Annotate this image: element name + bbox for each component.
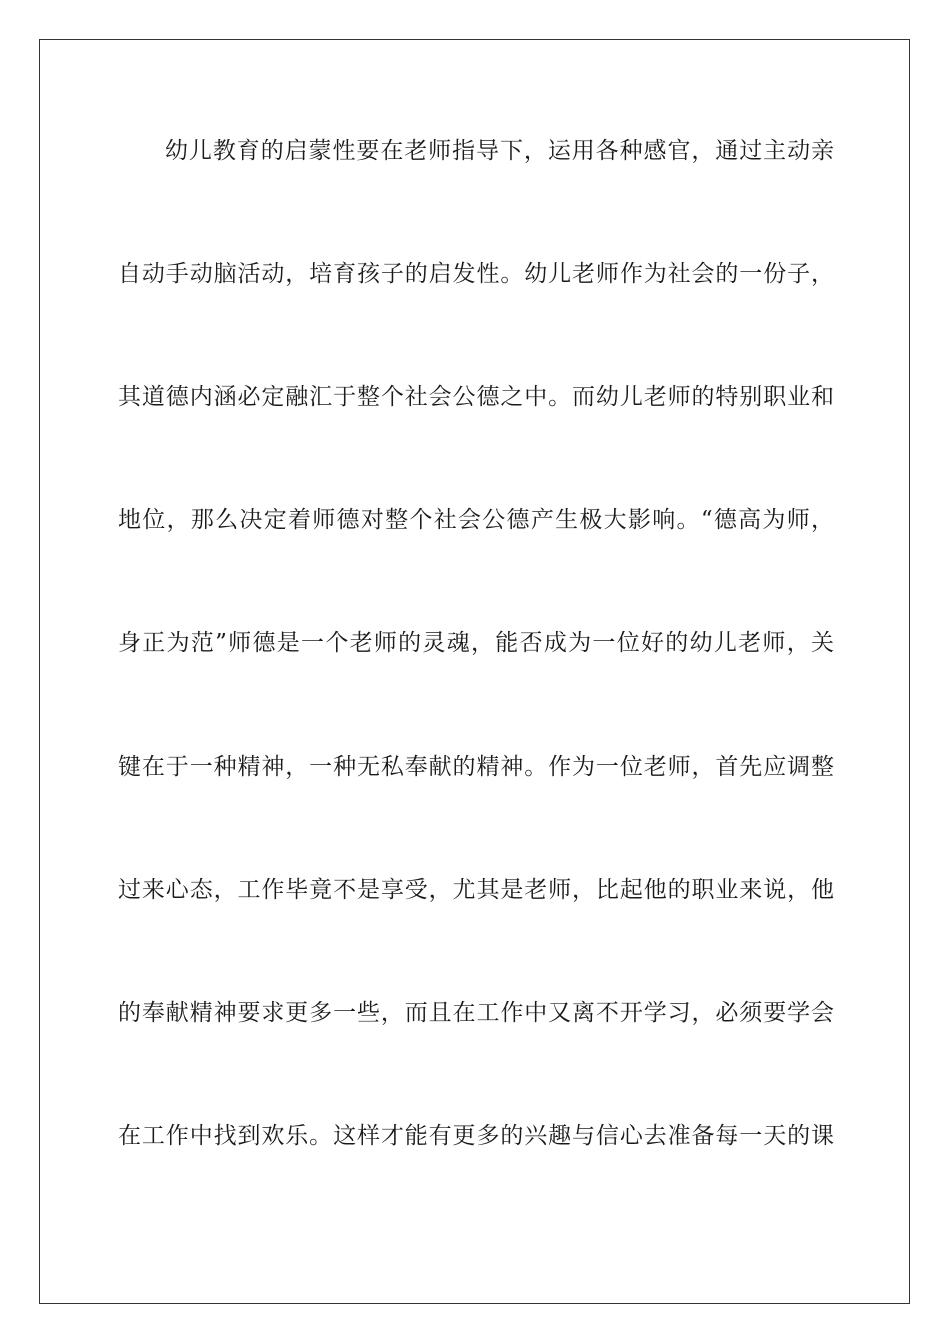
paragraph-line-8: 的奉献精神要求更多一些，而且在工作中又离不开学习，必须要学会 bbox=[118, 1000, 834, 1026]
paragraph-line-4: 地位，那么决定着师德对整个社会公德产生极大影响。“德高为师， bbox=[118, 507, 834, 533]
page-border bbox=[39, 39, 910, 1304]
paragraph-line-2: 自动手动脑活动，培育孩子的启发性。幼儿老师作为社会的一份子， bbox=[118, 261, 834, 287]
paragraph-line-7: 过来心态，工作毕竟不是享受，尤其是老师，比起他的职业来说，他 bbox=[118, 877, 834, 903]
paragraph-line-5: 身正为范”师德是一个老师的灵魂，能否成为一位好的幼儿老师，关 bbox=[118, 630, 834, 656]
paragraph-line-9: 在工作中找到欢乐。这样才能有更多的兴趣与信心去准备每一天的课 bbox=[118, 1123, 834, 1149]
paragraph-line-6: 键在于一种精神，一种无私奉献的精神。作为一位老师，首先应调整 bbox=[118, 754, 834, 780]
paragraph-line-3: 其道德内涵必定融汇于整个社会公德之中。而幼儿老师的特别职业和 bbox=[118, 384, 834, 410]
paragraph-line-1: 幼儿教育的启蒙性要在老师指导下，运用各种感官，通过主动亲 bbox=[165, 138, 834, 164]
